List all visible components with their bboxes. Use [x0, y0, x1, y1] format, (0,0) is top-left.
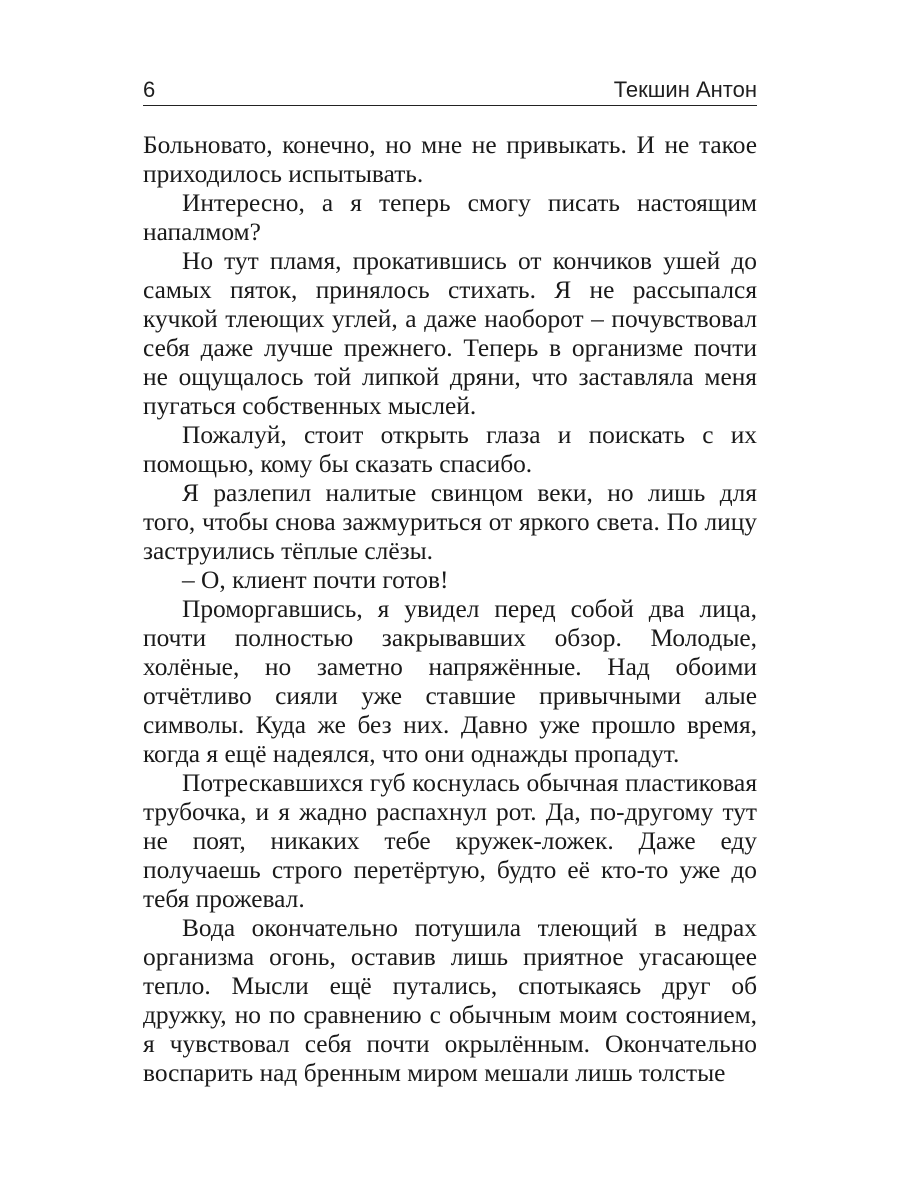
header-rule [143, 105, 757, 106]
paragraph: Больновато, конечно, но мне не привыкать. И не такое приходилось испытывать. [143, 131, 757, 188]
paragraph: Интересно, а я теперь смогу писать настоящим напалмом? [143, 189, 757, 246]
paragraph: Пожалуй, стоит открыть глаза и поискать с их помощью, кому бы сказать спасибо. [143, 421, 757, 478]
page-number: 6 [143, 77, 156, 102]
paragraph: Я разлепил налитые свинцом веки, но лишь для того, чтобы снова зажмуриться от яркого света. По лицу заструились тёплые слёзы. [143, 479, 757, 565]
body-text [143, 131, 757, 1088]
running-header [143, 74, 757, 106]
paragraph: Потрескавшихся губ коснулась обычная пластиковая трубочка, и я жадно распахнул рот. Да, по-другому тут не поят, никаких тебе кружек-ложек. Даже еду получаешь строго перетёртую, будто её кто-то уже до тебя прожевал. [143, 769, 757, 913]
paragraph: Но тут пламя, прокатившись от кончиков ушей до самых пяток, принялось стихать. Я не рассыпался кучкой тлеющих углей, а даже наоборот – почувствовал себя даже лучше прежнего. Теперь в организме почти не ощущалось той липкой дряни, что заставляла меня пугаться собственных мыслей. [143, 247, 757, 420]
author-name: Текшин Антон [613, 77, 757, 102]
dialogue-line: – О, клиент почти готов! [182, 566, 449, 594]
paragraph: Проморгавшись, я увидел перед собой два лица, почти полностью закрывавших обзор. Молодые, холёные, но заметно напряжённые. Над обоими отчётливо сияли уже ставшие привычными алые символы. Куда же без них. Давно уже прошло время, когда я ещё надеялся, что они однажды пропадут. [143, 595, 757, 768]
paragraph: Вода окончательно потушила тлеющий в недрах организма огонь, оставив лишь приятное угасающее тепло. Мысли ещё путались, спотыкаясь друг об дружку, но по сравнению с обычным моим состоянием, я чувствовал себя почти окрылённым. Окончательно воспарить над бренным миром мешали лишь толстые [143, 914, 757, 1087]
